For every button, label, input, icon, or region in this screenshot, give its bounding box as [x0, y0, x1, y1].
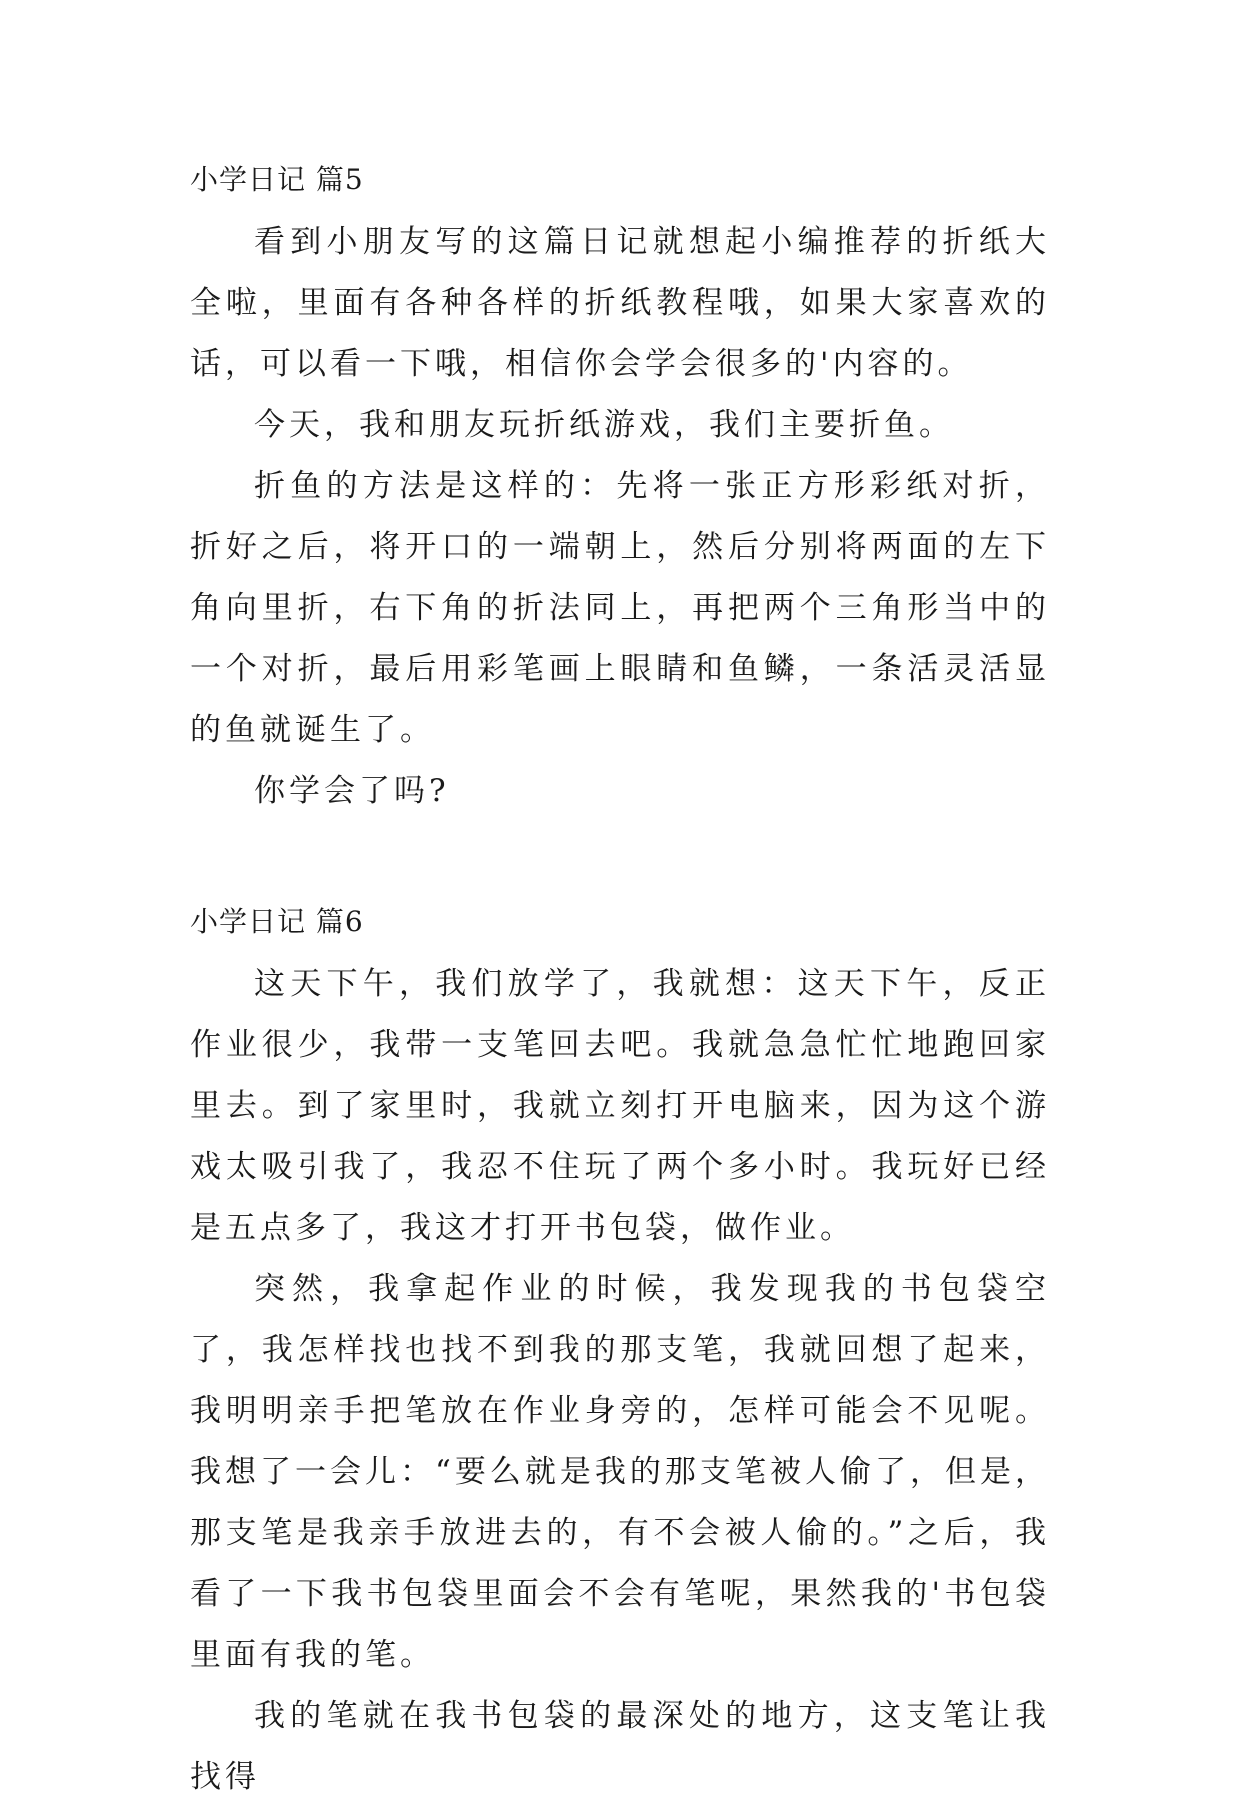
section-title: 小学日记 篇5: [190, 163, 364, 196]
paragraph: 今天，我和朋友玩折纸游戏，我们主要折鱼。: [254, 407, 954, 443]
paragraph: 突然，我拿起作业的时候，我发现我的书包袋空了，我怎样找也找不到我的那支笔，我就回想了起来，我明明亲手把笔放在作业身旁的，怎样可能会不见呢。我想了一会儿：“要么就是我的那支笔被人偷了，但是，那支笔是我亲手放进去的，有不会被人偷的。”之后，我看了一下我书包袋里面会不会有笔呢，果然我的'书包袋里面有我的笔。: [190, 1271, 1050, 1673]
section-title: 小学日记 篇6: [190, 905, 364, 938]
diary-section-6: [190, 902, 1050, 1808]
paragraph: 折鱼的方法是这样的：先将一张正方形彩纸对折，折好之后，将开口的一端朝上，然后分别将两面的左下角向里折，右下角的折法同上，再把两个三角形当中的一个对折，最后用彩笔画上眼睛和鱼鳞，一条活灵活显的鱼就诞生了。: [190, 468, 1050, 748]
paragraph: 你学会了吗?: [254, 773, 450, 809]
document-page: [190, 160, 1050, 1808]
paragraph: 我的笔就在我书包袋的最深处的地方，这支笔让我找得: [190, 1698, 1050, 1795]
diary-section-5: [190, 160, 1050, 822]
paragraph: 这天下午，我们放学了，我就想：这天下午，反正作业很少，我带一支笔回去吧。我就急急忙忙地跑回家里去。到了家里时，我就立刻打开电脑来，因为这个游戏太吸引我了，我忍不住玩了两个多小时。我玩好已经是五点多了，我这才打开书包袋，做作业。: [190, 966, 1050, 1246]
paragraph: 看到小朋友写的这篇日记就想起小编推荐的折纸大全啦，里面有各种各样的折纸教程哦，如果大家喜欢的话，可以看一下哦，相信你会学会很多的'内容的。: [190, 224, 1050, 382]
